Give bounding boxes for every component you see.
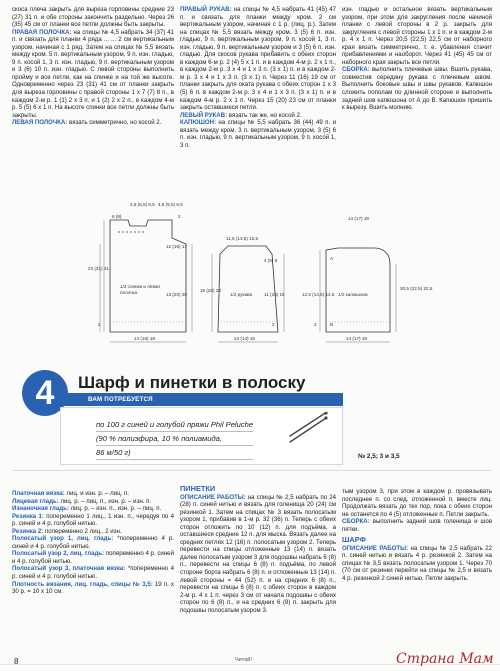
paragraph [12, 535, 174, 550]
yarn-line: по 100 г синей и голубой пряжи Phil Peluche [96, 418, 253, 432]
instructions-column-1 [12, 6, 174, 127]
paragraph-heading: Полосатый узор 3, платочная вязка: [12, 565, 126, 573]
sleeve-caption: 1/2 рукава [230, 292, 253, 297]
paragraph-heading: ПРАВЫЙ РУКАВ: [180, 6, 232, 13]
pattern-schematics [8, 196, 496, 348]
subsection-title: ПИНЕТКИ [180, 484, 216, 493]
instructions-column-3 [342, 6, 492, 112]
paragraph-text: попеременно 1 лиц., 1 изн. п., чередуя по 4 р. синей и 4 р. голубой нитью. [12, 512, 174, 528]
paragraph [12, 490, 174, 498]
paragraph-heading: Лицевая гладь: [12, 497, 59, 505]
hood-hem-label: 2 [314, 322, 317, 327]
paragraph-heading: ПРАВАЯ ПОЛОЧКА: [12, 28, 72, 36]
paragraph [342, 488, 492, 518]
paragraph-heading: ОПИСАНИЕ РАБОТЫ: [180, 493, 246, 501]
needle-sizes: № 2,5; 3 и 3,5 [358, 453, 400, 460]
section-title: Шарф и пинетки в полоску [78, 373, 306, 392]
paragraph-heading: ЛЕВАЯ ПОЛОЧКА: [12, 119, 68, 127]
paragraph [342, 536, 492, 545]
paragraph [342, 66, 492, 111]
paragraph-text: на спицы № 5,5 набрать 36 (44) 49 п. и вязать между кром. 3 п. вертикальным узором, 3 (5) 6 п. изн. гладью, 9 п. вертикальным узором, 9 п. косой 1, 3 п. [180, 119, 336, 149]
paragraph [12, 119, 174, 127]
sleeve-h1-label: 4 (5) 6 [264, 258, 278, 263]
paragraph-heading: ОПИСАНИЕ РАБОТЫ: [342, 544, 409, 552]
yarn-line: (90 % полиэфира, 10 % полиамида, [96, 432, 253, 446]
scarf-column [342, 488, 492, 583]
back-side2-label: 13 (20) 28 [166, 292, 187, 297]
paragraph-heading: СБОРКА: [342, 66, 370, 74]
back-bottom-label: 14 (16) 18 [134, 336, 155, 341]
paragraph-text: на спицы № 2,5 набрать по 24 (28) п. синей нитью и вязать для голенища 20 (24) см резинкой 1. Затем на спицах № 3 вязать полосатым узором 1, прибавив в 1-м р. 32 (36) п. Теперь с обеих сторон отложить по 10 (12) п. для подъёма, а оставшиеся средние 12 п. для мыска. Вязать далее на средних петлях 12 (16) п. полосатым узором 2. Теперь перевести на спицы отложенные 13 (14) п. вязать далее полосатым узором 3 для подошвы набрать 6 (8) п., перевести на спицы 6 (8) п. подъёма, по левой стороне борта набрать 6 (8) п. и отложенные 13 (14) п. левой стороны = 44 (52) п. и на средних 6 (8) п., перевести на спицы 6 (8) п. с обеих сторон в каждом 2-м р. 4 x 1 п. через 3 см от начала подошвы с обеих сторон по 6 (8) п., и на средних 6 (8) п. закрыть для подошвы полосатым узором 3. [180, 493, 336, 614]
booties-column [180, 482, 336, 614]
paragraph-text: 19 п. x 30 р. = 10 x 10 см. [12, 580, 174, 596]
paragraph [180, 119, 336, 149]
paragraph-text: изн. гладью и остальное вязать вертикальным узором, при этом для закругления после начиной планки с левой стороны в 2 р. закрыть для закругления с левой стороны 1 x 1 п. и в каждом 2-м р. 4 x 1 п. Через 20,5 (22,5) 22,5 см от наборного края вязать симметрично, т. е. убавления стачит прибавлениями и наоборот. Через 41 (45) 45 см от наборного края закрыть все петли. [342, 6, 492, 66]
paragraph-text: на спицы № 4,5 набрать 41 (45) 47 п. и связать для планки между кром. 2 см вертикальным узором, начиная с 1 р. (лиц. р.). Затем на спицах № 5,5 вязать между кром. 3 (5) 6 п. изн. гладью, 9 п. вертикальным узором, 9 п. косой 1, 3 п. изн. гладью, 9 п. вертикальным узором и 3 (5) 6 п. изн. гладью. Для скосов рукава прибавить с обеих сторон в каждом 6-м р. 2 (4) 5 x 1 п. и в каждом 4-м р. 2 x 1 п., в каждом 2-м р. 3 x 4 и 1 x 3 п. (3 x 1) п. и в каждом 2-м р. 3 x 4 и 1 x 3 п. (3 x 1) п. Через 11 (16) 19 см от планки закрыть для оката рукава с обеих сторон 1 x 3 (5) 6 п. в каждом 2-м р. 3 x 4 и 1 x 3 п. (3 x 1) п. и в каждом 4-м р. 2 x 1 п. Через 15 (20) 23 см от планки закрыть оставшиеся петли. [180, 6, 336, 112]
paragraph-heading: Платочная вязка: [12, 490, 65, 497]
paragraph [12, 528, 174, 536]
hood-a-label: A [330, 256, 334, 261]
hood-h1-label: 12,5 (14,5) 14,5 [302, 292, 335, 297]
paragraph [342, 545, 492, 583]
yarn-list [96, 418, 253, 460]
paragraph [12, 505, 174, 513]
paragraph-heading: ЛЕВЫЙ РУКАВ: [180, 111, 228, 119]
hood-top-label: 14 (17) 19 [348, 216, 369, 221]
paragraph-text: выполнить задний шов голенища и шов пятки. [342, 518, 492, 533]
watermark: Страна Мам [396, 651, 494, 667]
back-front-outline [110, 220, 186, 332]
paragraph [12, 29, 174, 120]
paragraph-text: вязать симметрично, но косой 2. [67, 119, 162, 127]
paragraph-heading: Плотность вязания, лиц. гладь, спицы № 3,5: [12, 580, 153, 588]
sleeve-h3-label: 11 (16) 19 [264, 292, 285, 297]
back-mid-label: 4,5 (5,5) 6,5 [158, 202, 183, 207]
paragraph-heading: Полосатый узор 1, лиц. гладь: [12, 535, 114, 543]
paragraph-heading: Изнаночная гладь: [12, 505, 69, 513]
paragraph [12, 581, 174, 596]
divider [12, 470, 492, 471]
hood-bottom-label: 14 (17) 19 [346, 336, 367, 341]
yarn-line: 86 м/50 г) [96, 446, 253, 460]
paragraph [180, 485, 336, 494]
sleeve-top-label: 11,5 (13,5) 15,5 [226, 236, 259, 241]
paragraph-text: попеременно 4 р. синей и 4 р. голубой нитью. [12, 550, 174, 565]
paragraph [12, 6, 174, 29]
paragraph-heading: Резинка 2: [12, 527, 44, 535]
back-caption: 1/2 спинки и левая полочка [120, 284, 160, 295]
back-shoulder-label: 2 [178, 214, 181, 219]
paragraph-text: лиц. р. – изн. п., изн. р. – лиц. п. [68, 505, 162, 513]
paragraph-heading: КАПЮШОН: [180, 119, 216, 127]
paragraph [12, 550, 174, 565]
paragraph-heading: Резинка 1: [12, 512, 44, 520]
pattern-diagrams [8, 196, 496, 348]
paragraph-text: лиц. р. – лиц. п., изн. р. – изн. п. [58, 497, 152, 505]
paragraph-text: лиц. и изн. р. – лиц. п. [64, 490, 129, 497]
paragraph-text: тым узором 3, при этом в каждом р. провязывать последнее п. со след. отложенной п. вместе лиц. Продолжать вязать до тех пор, пока с обеих сторон не останется по 4 (5) отложенные п. Петли закрыть. [342, 488, 492, 518]
back-neck-label: 6 (8) [112, 214, 122, 219]
instructions-column-2 [180, 6, 336, 149]
sleeve-bottom-label: 13 (14) 15 [234, 336, 255, 341]
paragraph-text: попеременно 2 лиц., 2 изн. [43, 527, 122, 535]
paragraph [180, 494, 336, 615]
back-hem-label: 2 [98, 322, 101, 327]
back-arm-label: 12 (16) 17 [166, 244, 187, 249]
hood-h2-label: 20,5 (22,5) 22,5 [400, 286, 433, 291]
section-number-badge: 4 [22, 370, 68, 416]
paragraph [12, 498, 174, 506]
pattern-glossary-column [12, 490, 174, 596]
paragraph-text: *попеременно 4 р. синей и 4 р. голубой нитью. [12, 565, 174, 581]
back-side-label: 23 (31) 41 [88, 266, 109, 271]
paragraph [12, 513, 174, 528]
paragraph-text: на спицы № 4,5 набрать 34 (37) 41 п. и связать для планки 4 ряда ... ... 2 см вертикальным узором, начиная с 1 ряд. Затем на спицах № 5,5 вязать между кром. 5 п. вертикальным узором, 9 п. изн. гладью, 9 п. косой 1, 3 п. изн. гладью, 9 п. вертикальным узором и 3 (6) 10 п. изн. гладью. С левой стороны выполнить пройму и все петли, как на спинке и на той же высоте. Одновременно через 23 (31) 41 см от планки закрыть для выреза горловины с правой стороны 1 x 7 (7) 8 п., в каждом 2-м р. 1 (1) 2 x 3 п. и 1 (2) 2 x 2 п., в каждом 4-м р. 5 (5) 6 x 1 п. На высоте спинки все петли должны быть закрыты. [12, 28, 174, 119]
hood-outline [326, 248, 390, 332]
page-number: 8 [14, 657, 19, 666]
paragraph [180, 6, 336, 112]
paragraph-heading: СБОРКА: [342, 518, 370, 526]
paragraph-text: выполнить плечевые швы. Вшить рукава, совместив середину рукава с плечевым швом. Выполнить боковые швы и швы рукавов. Капюшон сложить пополам по длинной стороне и выполнить задний шов капюшона от А до В. Капюшон пришить к вырезу. Вшить молнию. [342, 66, 492, 112]
paragraph [180, 112, 336, 120]
paragraph [12, 565, 174, 580]
hood-b-label: B [330, 322, 334, 327]
paragraph [342, 6, 492, 66]
paragraph-heading: Полосатый узор 2, лиц. гладь: [12, 550, 105, 558]
magazine-footer: Читай! [235, 657, 252, 663]
paragraph [342, 518, 492, 533]
hood-caption: 1/2 капюшона [338, 292, 368, 297]
paragraph-text: вязать так же, но косой 2. [227, 111, 302, 119]
sleeve-h2-label: 15 (20) 23 [200, 288, 221, 293]
paragraph-text: на спицы № 2,5 набрать 22 п. синей нитью и вязать 4 р. резинкой 2. Затем на спицах № 3,5 вязать полосатым узором 1. Через 70 (70 см от резинки перейти на спицы № 2,5 и вязать 4 р. резинкой 2 синей нитью. Петли закрыть. [342, 544, 492, 583]
sleeve-hem-label: 2 [272, 322, 275, 327]
paragraph-text: *попеременно 4 р. синей и 4 р. голубой нитью. [12, 535, 174, 550]
materials-header: ВАМ ПОТРЕБУЕТСЯ [60, 393, 343, 406]
knitting-needles-icon [286, 412, 330, 446]
subsection-title: ШАРФ [342, 535, 366, 545]
back-top-label: 4,5 (5,5) 6,5 [130, 202, 155, 207]
paragraph-text: скоса плеча закрыть для выреза горловины средние 23 (27) 31 п. и обе стороны закончить раздельно. Через 26 (35) 45 см от планки все петли должны быть закрыты. [12, 6, 174, 29]
